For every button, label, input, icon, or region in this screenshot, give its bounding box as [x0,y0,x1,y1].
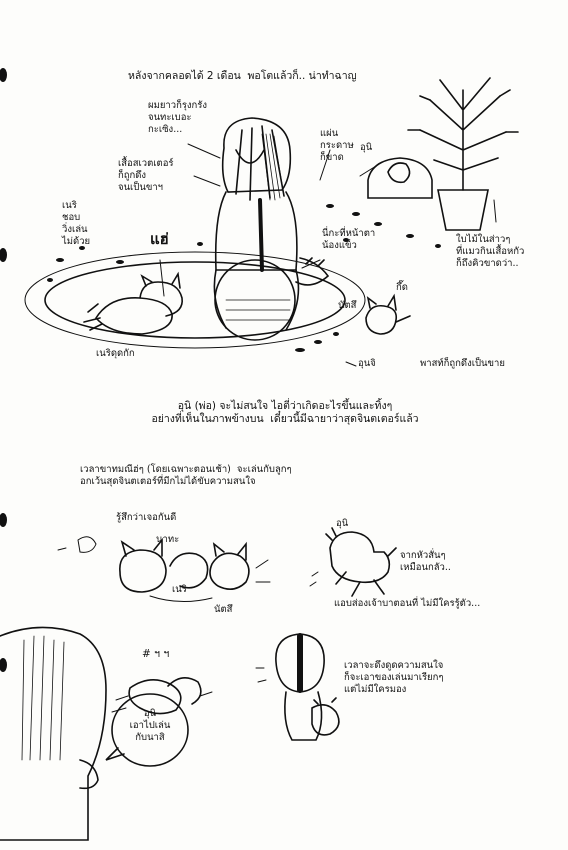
scattered-leaves [47,204,441,352]
paper-caption: แผ่น กระดาษ ก็ขาด [320,128,354,163]
unni-caption: อุนิ [360,142,373,153]
natsri-label-scene2: นัตสึ [214,604,233,615]
scratch-sound-text: กึ๊ด [396,282,408,293]
natsri-caption: นัตสึ [338,300,357,311]
mom-hair-caption: ผมยาวก็รุงกรัง จนทะเบอะ กะเซิง... [148,100,208,135]
running-note: จากหัวสั่นๆ เหมือนกลัว.. [400,550,451,573]
mom-figure-drawing [214,118,328,340]
sleeping-cat-caption: นี่กะที่หน้าตา น้องแข็ว [322,228,376,251]
mom-shirt-caption: เสื้อสเวตเตอร์ ก็ถูกดึง จนเป็นขาฯ [118,158,174,193]
cat-bed-drawing [368,158,432,198]
nuri-caption: เนริ ชอบ วิ่งเล่น ไม่ด้วย [62,200,91,247]
pants-caption: พาสท์ก็ถูกดึงเป็นขาย [420,358,505,369]
unni-bottom-caption: อุนจิ [358,358,376,369]
natsri-cat-drawing [366,296,410,334]
plant-caption: ใบไม้ในส่าวๆ ที่แมวกินเสื้อหกัว ก็ถึงคิวขาดว่า.. [456,234,525,269]
sound-marks-text: # ฯ ฯ [142,648,170,660]
scene2-intro: เวลาขาทมณีฮ่ๆ (โดยเฉพาะตอนเช้า) จะเล่นกับลูกๆ อกเว้นสุดจินตเตอร์ที่มีกไม่ได้ขับความสนใจ [80,464,292,487]
pointer-arrows [188,144,496,366]
sneaking-person-drawing [0,627,106,840]
sneak-note: แอบส่องเจ้าบาตอนที่ ไม่มีใครรู้ตัว... [334,598,481,609]
page-header-text: หลังจากคลอดได้ 2 เดือน พอโตแล้วก็.. น่าทำฉาญ [128,70,357,82]
natao-sound-text: นาทะ [156,534,180,545]
potted-plant-drawing [408,78,518,230]
middle-narration: อุนิ (พ่อ) จะไม่สนใจ ไอตี่ว่าเกิดอะไรขึ้นและทิ้งๆ อย่างที่เห็นในภาพข้างบน เดี๋ยวนี้มีฉายาว่าสุดจินตเตอร์แล้ว [151,400,419,426]
nuri-cat-drawing [25,252,365,348]
mom-with-toy-drawing [256,634,339,740]
toy-note: เวลาจะดึงดูดความสนใจ ก็จะเอาของเล่นมาเรียกๆ แต่ไม่มีใครมอง [344,660,444,695]
unni-label-scene2: อุนิ [336,518,349,529]
kittens-caption: รู้สึกว่าเจอกันดี [116,512,177,523]
running-unni-drawing [310,528,396,596]
nuri-label-scene2: เนริ [172,584,187,595]
nuri-bottom-caption: เนริดุดกัก [96,348,135,359]
shout-text: แฮ่ [150,230,169,248]
kittens-pile-drawing [58,537,270,602]
binding-holes [0,68,7,672]
speech-bubble-text: อุนิ เอาไปเล่น กับนาสิ [129,708,171,743]
